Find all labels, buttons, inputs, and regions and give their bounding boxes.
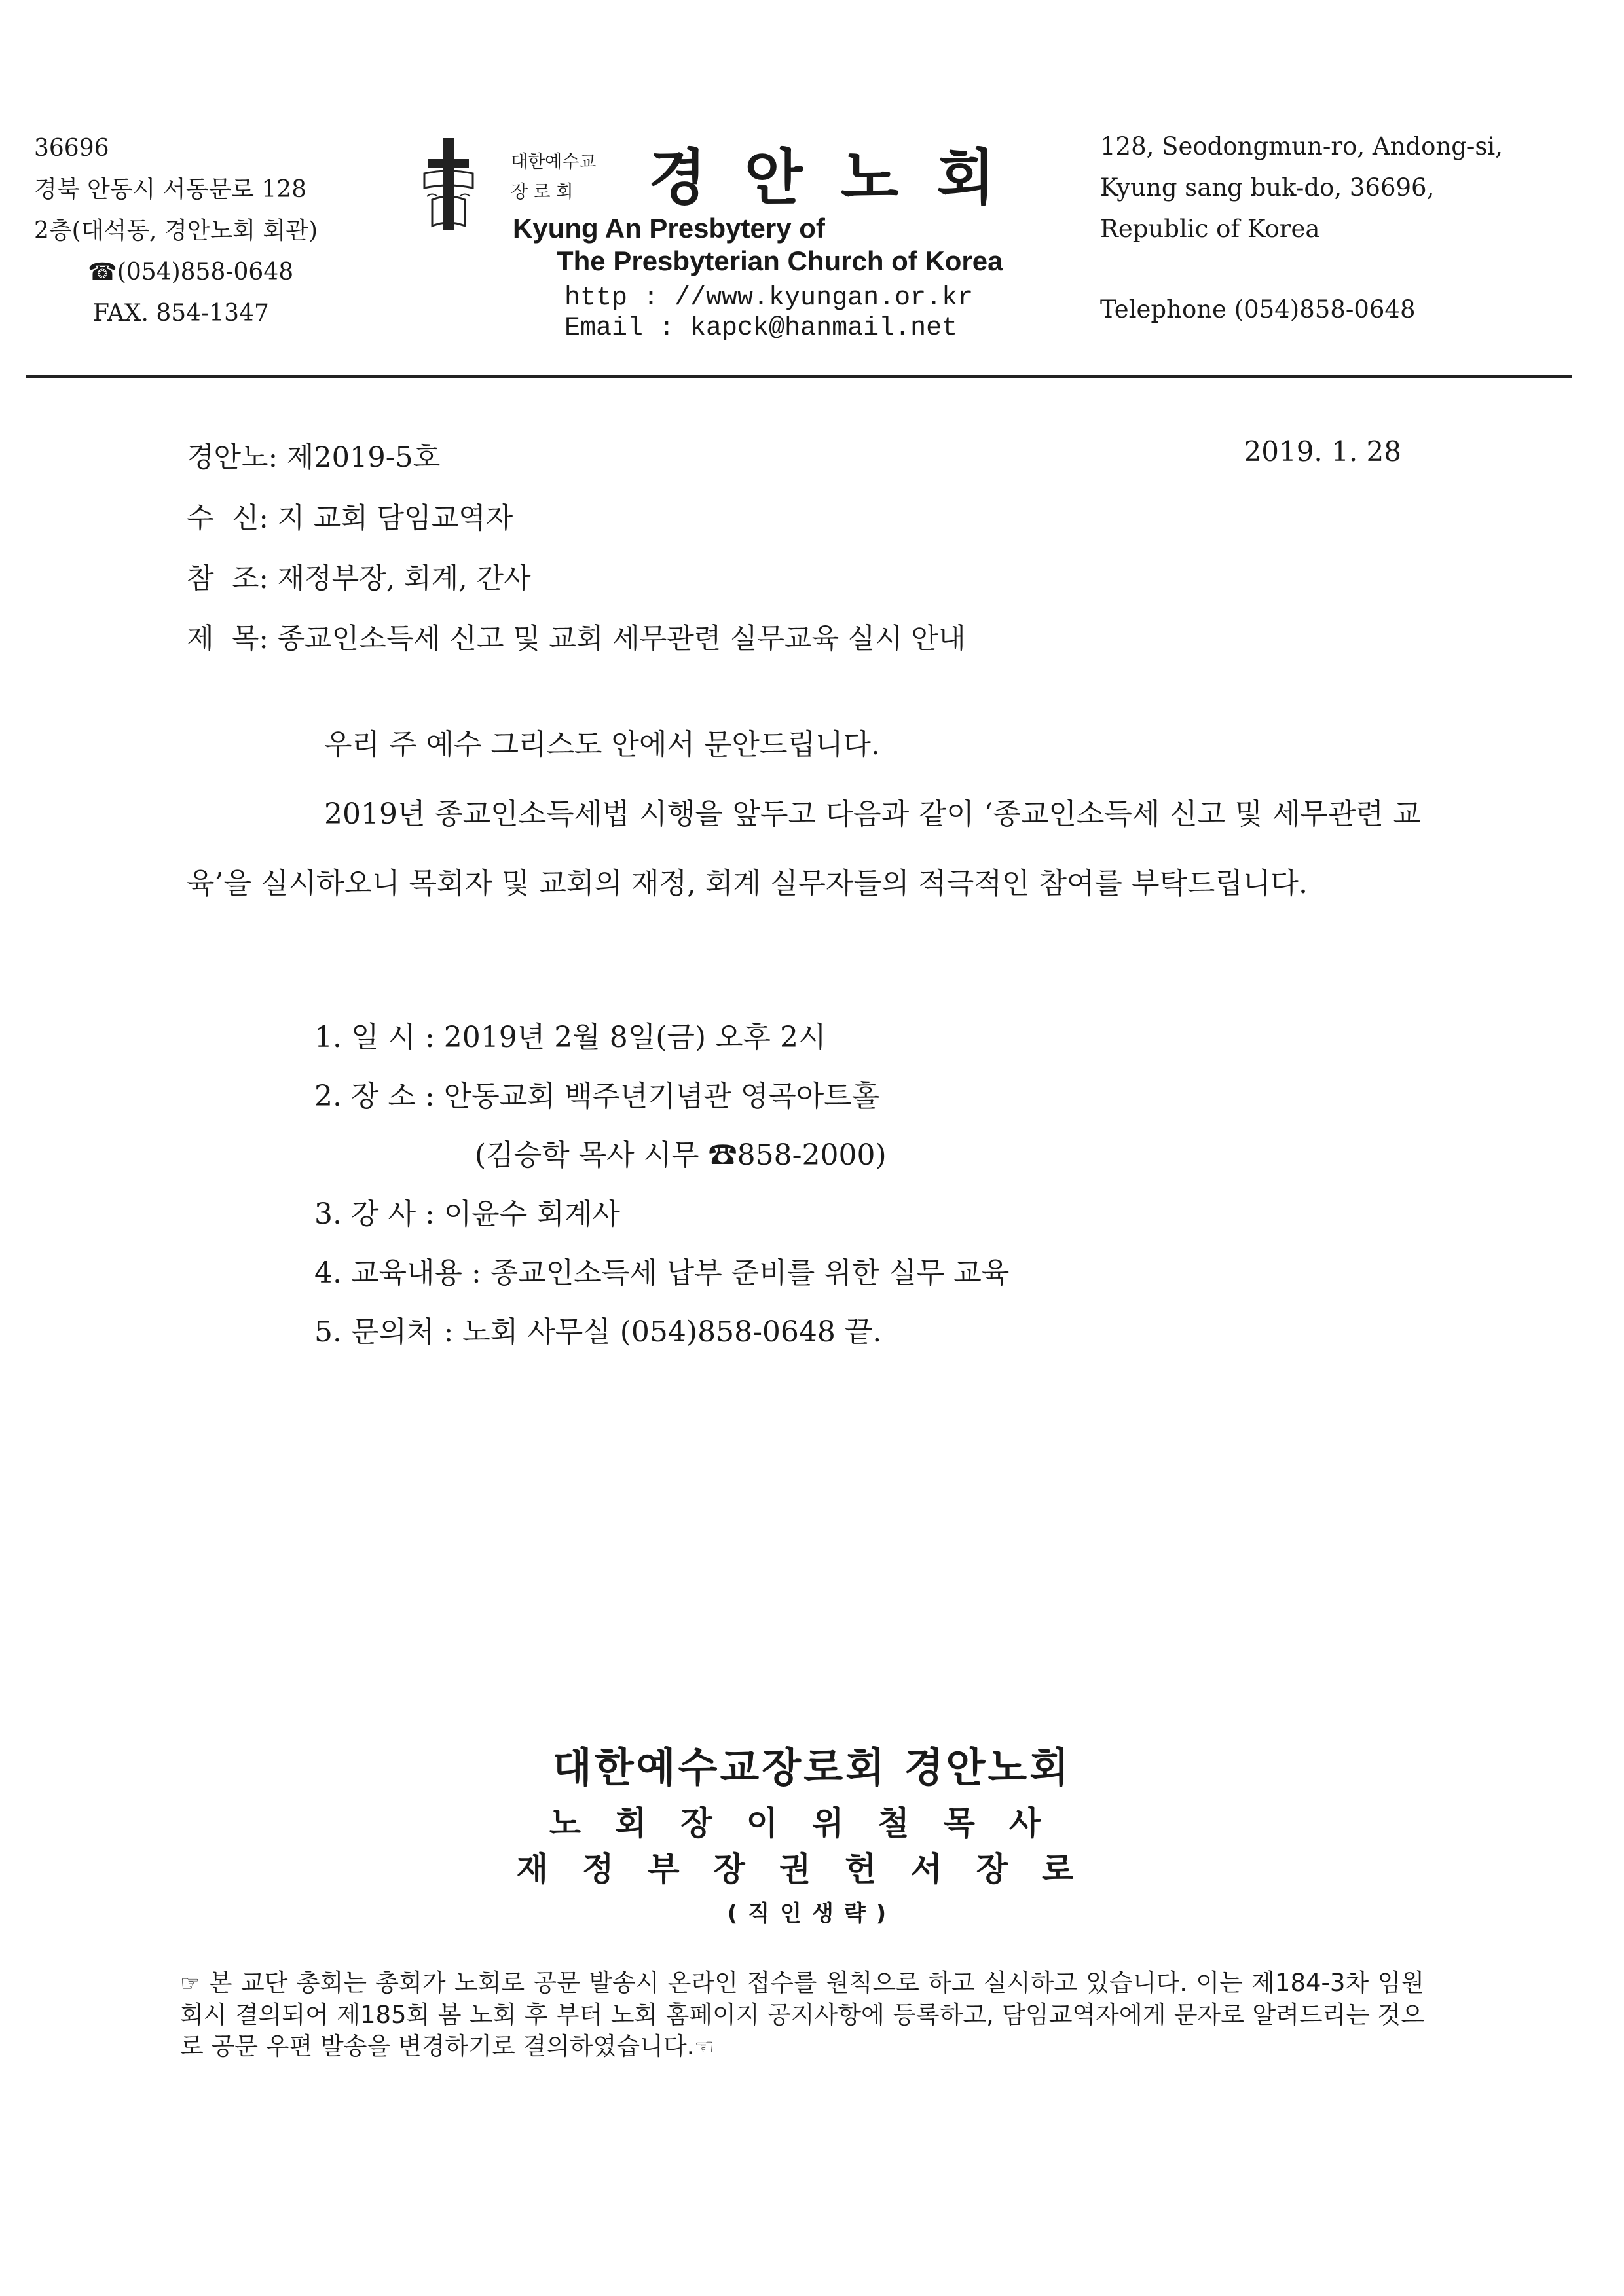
reference-line (187, 556, 531, 596)
list-item-lecturer: 3. 강 사 : 이윤수 회계사 (314, 1197, 620, 1231)
org-english-name-line-1: Kyung An Presbytery of (513, 213, 825, 244)
list-item-location: 2. 장 소 : 안동교회 백주년기념관 영곡아트홀 (314, 1080, 880, 1113)
english-address-line-3: Republic of Korea (1100, 215, 1320, 243)
document-date: 2019. 1. 28 (1244, 435, 1401, 467)
org-denomination-label (511, 147, 596, 208)
korean-address-line-1: 경북 안동시 서동문로 128 (34, 176, 307, 203)
pointing-hand-right-icon: ☞ (180, 1971, 200, 1997)
footer-notice (180, 1967, 1424, 2063)
event-details-list (314, 1008, 1009, 1362)
signature-moderator: 노회장이위철목사 (549, 1804, 1075, 1842)
subject-label: 제 목: (187, 623, 268, 655)
org-contact (564, 283, 973, 344)
list-item-datetime: 1. 일 시 : 2019년 2월 8일(금) 오후 2시 (314, 1021, 826, 1054)
english-address-line-1: 128, Seodongmun-ro, Andong-si, (1100, 132, 1503, 160)
reference-label: 참 조: (187, 562, 268, 595)
email-address: Email : kapck@hanmail.net (564, 314, 958, 343)
list-item-contact: 5. 문의처 : 노회 사무실 (054)858-0648 끝. (314, 1315, 882, 1349)
org-small-line-1: 대한예수교 (511, 152, 597, 172)
korean-address-line-2: 2층(대석동, 경안노회 회관) (34, 217, 318, 244)
reference-value: 재정부장, 회계, 간사 (277, 562, 531, 595)
subject-line (187, 617, 966, 657)
english-telephone: Telephone (054)858-0648 (1100, 295, 1416, 323)
recipient-label: 수 신: (187, 502, 268, 535)
phone-number: ☎(054)858-0648 (88, 259, 294, 285)
org-small-line-2: 장 로 회 (511, 182, 574, 202)
header-divider (26, 375, 1572, 378)
website-url: http : //www.kyungan.or.kr (564, 283, 974, 313)
list-item-location-sub: (김승학 목사 시무 ☎858-2000) (475, 1139, 887, 1172)
org-name-title: 경안노회 (648, 143, 1033, 213)
signature-finance-chair: 재정부장권헌서장로 (516, 1850, 1108, 1888)
fax-number: FAX. 854-1347 (93, 300, 269, 327)
letter-body (187, 710, 1421, 919)
header-right-address (1100, 126, 1503, 330)
document-number: 경안노: 제2019-5호 (187, 441, 441, 474)
main-paragraph: 2019년 종교인소득세법 시행을 앞두고 다음과 같이 ‘종교인소득세 신고 및 세무관련 교육’을 실시하오니 목회자 및 교회의 재정, 회계 실무자들의 적극적인 참여를 부탁드립니다. (187, 797, 1421, 900)
cross-scroll-logo-icon (419, 134, 478, 232)
org-english-name-line-2: The Presbyterian Church of Korea (557, 246, 1003, 276)
recipient-value: 지 교회 담임교역자 (277, 502, 513, 535)
seal-omitted-note: (직인생략) (727, 1901, 897, 1927)
pointing-hand-left-icon: ☜ (694, 2034, 714, 2060)
list-item-content: 4. 교육내용 : 종교인소득세 납부 준비를 위한 실무 교육 (314, 1256, 1010, 1290)
footer-notice-text: 본 교단 총회는 총회가 노회로 공문 발송시 온라인 접수를 원칙으로 하고 실시하고 있습니다. 이는 제184-3차 임원회시 결의되어 제185회 봄 노회 후 부터 노회 홈페이지 공지사항에 등록하고, 담임교역자에게 문자로 알려드리는 것으로 공문 우편 발송을 변경하기로 결의하였습니다. (180, 1969, 1424, 2060)
recipient-line (187, 496, 513, 536)
greeting-paragraph: 우리 주 예수 그리스도 안에서 문안드립니다. (324, 728, 880, 761)
header-left-address (34, 128, 318, 334)
subject-value: 종교인소득세 신고 및 교회 세무관련 실무교육 실시 안내 (277, 623, 966, 655)
english-address-line-2: Kyung sang buk-do, 36696, (1100, 173, 1435, 202)
postal-code: 36696 (34, 135, 109, 162)
signature-organization: 대한예수교장로회 경안노회 (552, 1743, 1072, 1791)
